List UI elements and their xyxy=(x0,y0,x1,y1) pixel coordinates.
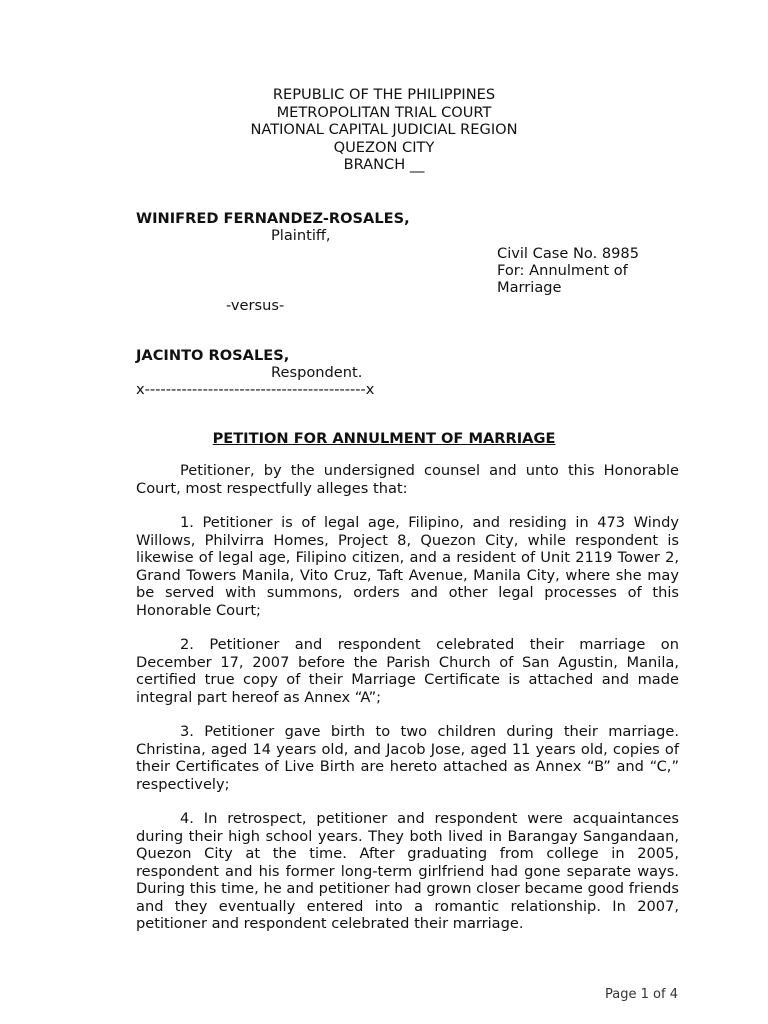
caption-separator: x------------------------------------------x xyxy=(136,381,375,398)
versus-label: -versus- xyxy=(226,297,285,314)
court-header-line: QUEZON CITY xyxy=(333,138,435,156)
page-number: Page 1 of 4 xyxy=(605,987,678,1002)
paragraph-1: 1. Petitioner is of legal age, Filipino, and residing in 473 Windy Willows, Philvirra Homes, Project 8, Quezon City, while respondent is likewise of legal age, Filipino citizen, and a resident of Unit 2119 Tower 2, Grand Towers Manila, Vito Cruz, Taft Avenue, Manila City, where she may be served with summons, orders and other legal processes of this Honorable Court; xyxy=(136,514,679,619)
document-title: PETITION FOR ANNULMENT OF MARRIAGE xyxy=(212,430,556,447)
plaintiff-name: WINIFRED FERNANDEZ-ROSALES, xyxy=(136,210,410,227)
case-for-line: Marriage xyxy=(497,279,562,296)
court-header-line: NATIONAL CAPITAL JUDICIAL REGION xyxy=(250,121,518,138)
respondent-role: Respondent. xyxy=(271,364,363,381)
paragraph-4: 4. In retrospect, petitioner and respondent were acquaintances during their high school years. They both lived in Barangay Sangandaan, Quezon City at the time. After graduating from college in 2005, respondent and his former long-term girlfriend had gone separate ways. During this time, he and petitioner had grown closer became good friends and they eventually entered into a romantic relationship. In 2007, petitioner and respondent celebrated their marriage. xyxy=(136,810,679,932)
paragraph-intro: Petitioner, by the undersigned counsel and unto this Honorable Court, most respectfully alleges that: xyxy=(136,462,679,497)
court-header-line: BRANCH __ xyxy=(343,156,425,173)
case-for-line: For: Annulment of xyxy=(497,262,628,279)
respondent-name: JACINTO ROSALES, xyxy=(136,347,290,364)
paragraph-2: 2. Petitioner and respondent celebrated their marriage on December 17, 2007 before the Parish Church of San Agustin, Manila, certified true copy of their Marriage Certificate is attached and made integral part hereof as Annex “A”; xyxy=(136,636,679,706)
court-header-line: REPUBLIC OF THE PHILIPPINES xyxy=(272,86,496,103)
paragraph-3: 3. Petitioner gave birth to two children during their marriage. Christina, aged 14 years old, and Jacob Jose, aged 11 years old, copies of their Certificates of Live Birth are hereto attached as Annex “B” and “C,” respectively; xyxy=(136,723,679,793)
case-number: Civil Case No. 8985 xyxy=(497,245,639,262)
court-header-line: METROPOLITAN TRIAL COURT xyxy=(276,103,492,121)
court-header xyxy=(0,86,768,174)
petition-body xyxy=(136,462,679,950)
plaintiff-role: Plaintiff, xyxy=(271,227,331,244)
